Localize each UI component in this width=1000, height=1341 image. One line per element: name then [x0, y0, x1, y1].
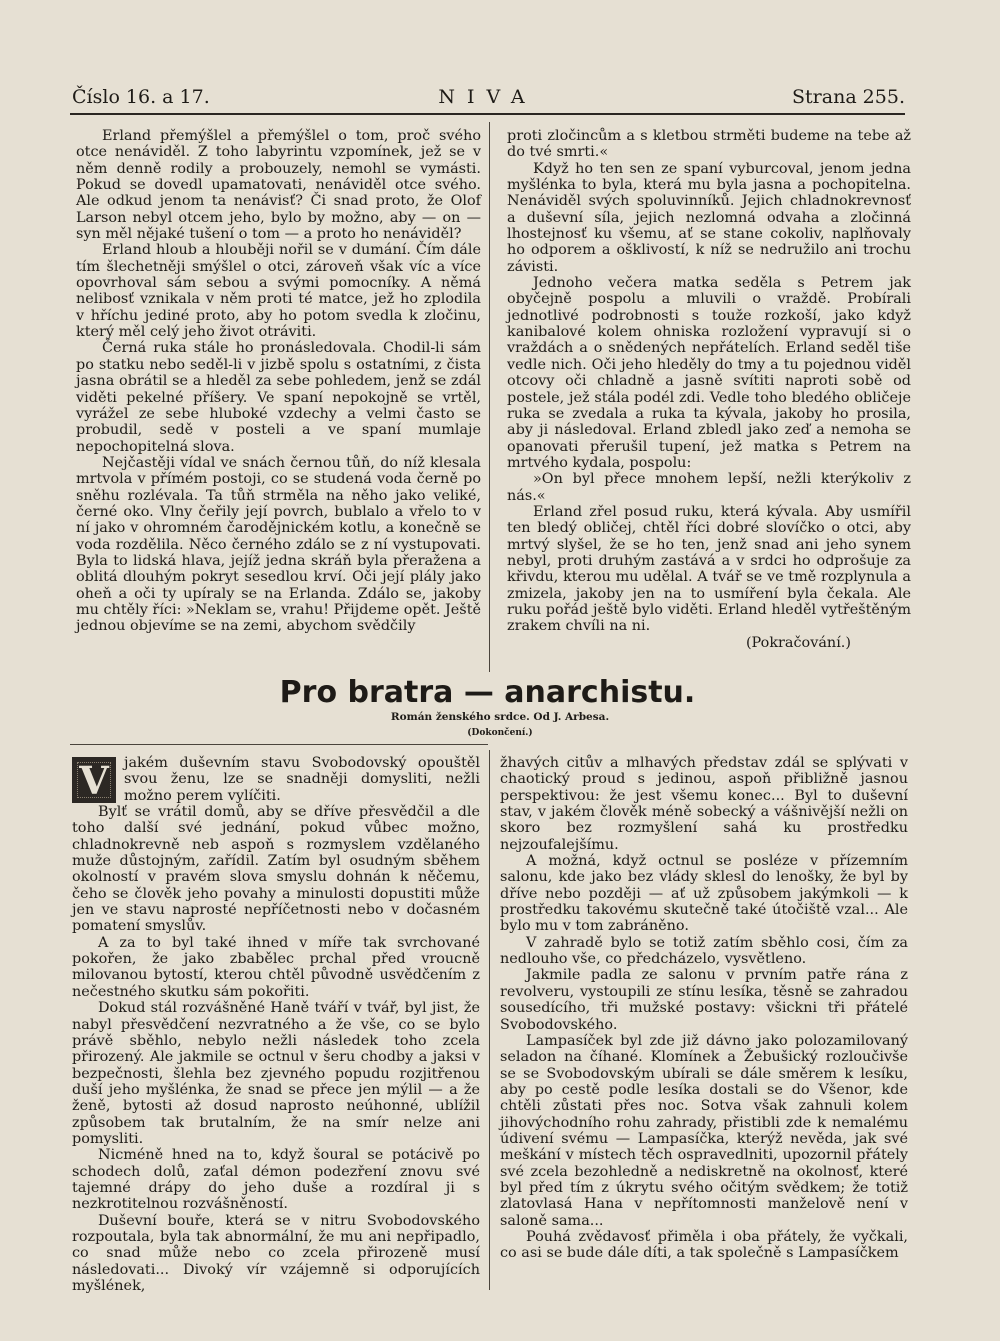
bottom-left-column	[72, 755, 480, 1294]
ornamental-initial: V	[72, 757, 116, 803]
section-rule	[70, 744, 488, 745]
paragraph: proti zločincům a s kletbou strměti budeme na tebe až do tvé smrti.«	[507, 128, 911, 161]
paragraph: jakém duševním stavu Svobodovský opouštěl svou ženu, lze se snadněji domysliti, nežli možno perem vylíčiti.	[124, 755, 480, 804]
paragraph: Nicméně hned na to, když šoural se potácivě po schodech dolů, zaťal démon podezření znovu své tajemné drápy do jeho duše a rozdíral ji s nezkrotitelnou rozvášněností.	[72, 1147, 480, 1213]
column-divider-top	[489, 122, 490, 672]
page-header	[70, 80, 905, 112]
header-rule	[70, 113, 905, 115]
column-divider-bottom	[489, 750, 490, 1290]
issue-number: Číslo 16. a 17.	[72, 86, 210, 108]
paragraph: A možná, když octnul se posléze v přízemním salonu, kde jako bez vlády sklesl do lenošky, že byl by dříve nebo později — ať už způsobem jakýmkoli — k prostředku takovému skutečně také útočiště vzal... Ale bylo mu v tom zabráněno.	[500, 853, 908, 935]
story-title: Pro bratra — anarchistu.	[279, 675, 696, 710]
story-conclusion-note: (Dokončení.)	[467, 728, 533, 738]
paragraph: Duševní bouře, která se v nitru Svobodovského rozpoutala, byla tak abnormální, že mu ani nepřipadlo, co snad může nebo co zcela přirozeně musí následovati... Divoký vír vzájemně si odporujících myšlének,	[72, 1212, 480, 1294]
top-left-column	[76, 128, 481, 668]
paragraph: Erland přemýšlel a přemýšlel o tom, proč svého otce nenáviděl. Z toho labyrintu vzpomínek, jež se v něm denně rodily a probouzely, nemohl se vymásti. Pokud se dovedl upamatovati, nenáviděl otce svého. Ale odkud jenom ta nenávisť? Či snad proto, že Olof Larson nebyl otcem jeho, bylo by možno, aby — on — syn měl nějaké tušení o tom — a proto ho nenáviděl?	[76, 128, 481, 243]
paragraph: A za to byl také ihned v míře tak svrchované pokořen, že jako zbabělec prchal před vroucně milovanou bytostí, kterou chtěl původně usvědčením z nečestného skutku sám pokořiti.	[72, 934, 480, 1000]
paragraph: Jakmile padla ze salonu v prvním patře rána z revolveru, vystoupili ze stínu lesíka, těsně se zahradou sousedícího, tři mužské postavy: všickni tři přátelé Svobodovského.	[500, 967, 908, 1033]
paragraph: Erland zřel posud ruku, která kývala. Aby usmířil ten bledý obličej, chtěl říci dobré slovíčko o otci, aby mrtvý slyšel, že se ho ten, jenž snad ani jeho synem nebyl, proti druhým zastává a v srdci ho odprošuje za křivdu, kterou mu udělal. A tvář se ve tmě rozplynula a zmizela, jakoby jen na to usmíření byla čekala. Ale ruku pořád ještě bylo viděti. Erland hleděl vytřeštěným zrakem chvíli na ni.	[507, 503, 911, 635]
paragraph: žhavých citův a mlhavých představ zdál se splývati v chaotický proud s jedinou, aspoň přibližně jasnou perspektivou: že jest všemu konec... Byl to duševní stav, v jakém člověk méně sobecký a vášnivější nežli on skoro bez rozmyšlení sahá ku prostředku nejzoufalejšímu.	[500, 755, 908, 853]
paragraph: V zahradě bylo se totiž zatím sběhlo cosi, čím za nedlouho vše, co předcházelo, vysvětleno.	[500, 934, 908, 968]
paragraph: »On byl přece mnohem lepší, nežli kterýkoliv z nás.«	[507, 471, 911, 504]
story-subtitle: Román ženského srdce. Od J. Arbesa.	[390, 711, 610, 723]
page-number: Strana 255.	[792, 86, 905, 108]
paragraph: Pouhá zvědavosť přiměla i oba přátely, že vyčkali, co asi se bude dále díti, a tak společně s Lampasíčkem	[500, 1228, 908, 1262]
paragraph: Erland hloub a hlouběji nořil se v dumání. Čím dále tím šlechetněji smýšlel o otci, zároveň však víc a více opovrhoval sám sebou a svými pomocníky. A němá nelibosť vznikala v něm proti té matce, jež ho zplodila v hříchu jediné proto, aby ho potom svedla k zločinu, který měl celý jeho život otráviti.	[76, 242, 481, 341]
paragraph: Lampasíček byl zde již dávno jako polozamilovaný seladon na číhané. Klomínek a Žebušický rozloučivše se se Svobodovským ubírali se dále směrem k lesíku, aby po cestě podle lesíka dostali se do Všenor, kde chtěli zůstati přes noc. Sotva však zahnuli kolem jihovýchodního rohu zahrady, přistibli zde k nemalému údivení svému — Lampasíčka, kterýž nevěda, jak své meškání v místech těch ospravedlniti, upozornil přátely své zcela bezohledně a nediskretně na okolnosť, které byl před tím z úkrytu svého očitým svědkem; že totiž zlatovlasá Hana v nepřítomnosti manželově není v saloně sama...	[500, 1032, 908, 1229]
top-right-column	[507, 128, 911, 668]
paragraph: Bylť se vrátil domů, aby se dříve přesvědčil a dle toho další své jednání, pokud vůbec možno, chladnokrevně neb aspoň s rozmyslem vzdělaného muže důstojným, zařídil. Zatím byl osudným sběhem okolností v pravém slova smyslu dohnán k něčemu, čeho se člověk jeho povahy a minulosti dopustiti může jen ve stavu naprosté nepříčetnosti nebo v dočasném pomatení smyslův.	[72, 804, 480, 935]
paragraph: Jednoho večera matka seděla s Petrem jak obyčejně pospolu a mluvili o vraždě. Probírali jednotlivé podrobnosti s touže rozkoší, jako když kanibalové kolem ohniska rozložení vypravují si o vraždách a o snědených nepřátelích. Erland seděl tiše vedle nich. Oči jeho hleděly do tmy a tu pojednou viděl otcovy oči chladně a jasně svítiti naproti sobě od postele, jež stála podél zdi. Vedle toho bledého obličeje ruka se zvedala a ruka ta kývala, jakoby ho prosila, aby ji následoval. Erland zbledl jako zeď a nemoha se opanovati přerušil tupení, jež matka s Petrem na mrtvého kydala, pospolu:	[507, 275, 911, 471]
continued-note: (Pokračování.)	[745, 634, 851, 651]
journal-name: NIVA	[438, 86, 537, 108]
bottom-right-column	[500, 755, 908, 1285]
paragraph: Nejčastěji vídal ve snách černou tůň, do níž klesala mrtvola v přímém postoji, co se studená voda černě po sněhu rozlévala. Ta tůň strměla na něho jako veliké, černé oko. Vlny čeřily její povrch, bublalo a vřelo to v ní jako v ohromném čarodějnickém kotlu, a konečně se voda rozdělila. Něco černého zdálo se z ní vystupovati. Byla to lidská hlava, jejíž jedna skráň byla přeražena a oblitá dlouhým pokryt sesedlou krví. Oči její plály jako oheň a oči ty upíraly se na Erlanda. Zdálo se, jakoby mu chtěly říci: »Neklam se, vrahu! Přijdeme opět. Ještě jednou objevíme se na zemi, abychom svědčily	[76, 454, 481, 635]
paragraph: Když ho ten sen ze spaní vyburcoval, jenom jedna myšlénka to byla, která mu byla jasna a pochopitelna. Nenáviděl svých spoluvinníků. Jejich chladnokrevnosť a duševní síla, jejich nezlomná odvaha a zločinná lhostejnosť ku všemu, ať se stane cokoliv, naplňovaly ho odporem a ošklivostí, k níž se nedružilo ani trochu závisti.	[507, 160, 911, 275]
paragraph: Dokud stál rozvášněné Haně tváří v tvář, byl jist, že nabyl přesvědčení nezvratného a že vše, co se bylo právě sběhlo, nebylo nežli následek toho zcela přirozený. Ale jakmile se octnul v šeru chodby a jaksi v bezpečnosti, šlehla bez zjevného popudu rozjitřenou duší jeho myšlénka, že snad se přece jen mýlil — a že ženě, bytosti až dosud naprosto neúhonné, ublížil způsobem tak brutalním, že na smír nelze ani pomysliti.	[72, 1000, 480, 1147]
paragraph: Černá ruka stále ho pronásledovala. Chodil-li sám po statku nebo seděl-li v jizbě spolu s ostatními, z čista jasna obrátil se a hleděl za sebe pohledem, jenž se zdál viděti pekelné příšery. Ve spaní nepokojně se vrtěl, vyrážel ze sebe hluboké vzdechy a velmi často se probudil, sedě v posteli a ve spaní mumlaje nepochopitelná slova.	[76, 340, 481, 455]
